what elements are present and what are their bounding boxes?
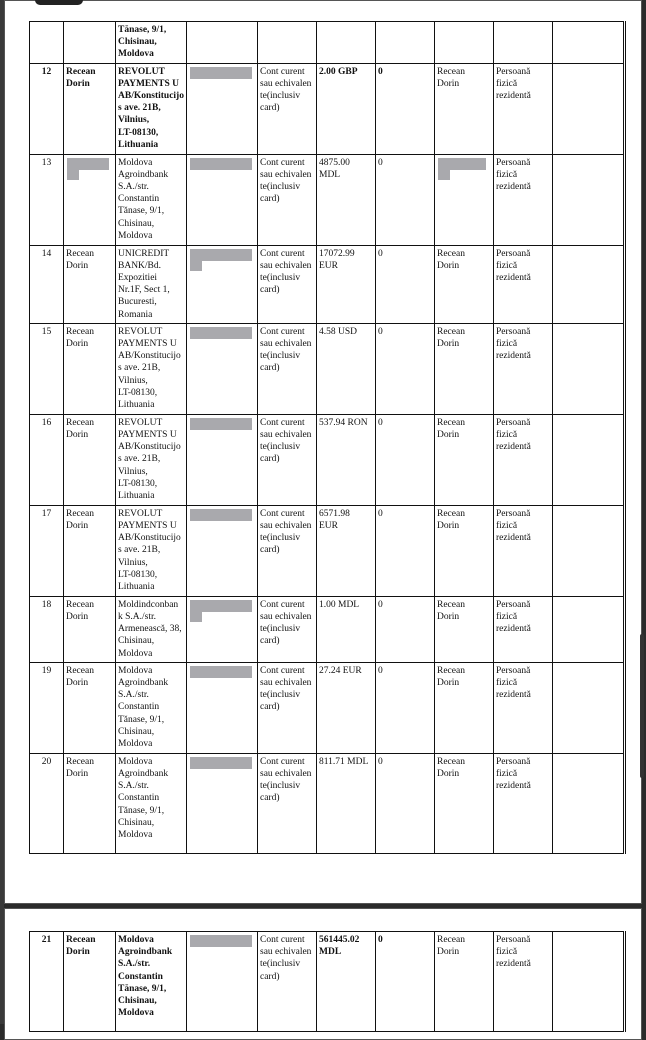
redacted-block <box>67 158 109 170</box>
balance-cell: 1.00 MDL <box>317 596 376 662</box>
bank-cell: REVOLUT PAYMENTS U AB/Konstitucijo s ave. 21B, Vilnius, LT-08130, Lithuania <box>116 323 187 414</box>
account-type-cell: Cont curent sau echivalen te(inclusiv card) <box>258 505 317 596</box>
status-cell: Persoană fizică rezidentă <box>494 753 553 853</box>
value-cell: 0 <box>376 414 435 505</box>
account-cell <box>187 662 258 753</box>
table-row <box>30 414 625 505</box>
bank-cell: Moldova Agroindbank S.A./str. Constantin Tănase, 9/1, Chisinau, Moldova <box>116 154 187 245</box>
table-row <box>30 245 625 323</box>
account-type-cell: Cont curent sau echivalen te(inclusiv card) <box>258 662 317 753</box>
bank-cell: Moldova Agroindbank S.A./str. Constantin Tănase, 9/1, Chisinau, Moldova <box>116 662 187 753</box>
empty-cell <box>553 932 625 1032</box>
status-cell: Persoană fizică rezidentă <box>494 63 553 154</box>
row-number-cell: 14 <box>30 245 64 323</box>
account-type-cell: Cont curent sau echivalen te(inclusiv card) <box>258 414 317 505</box>
value-cell: 0 <box>376 932 435 1032</box>
owner-cell: Recean Dorin <box>64 662 116 753</box>
status-cell: Persoană fizică rezidentă <box>494 932 553 1032</box>
account-type-cell: Cont curent sau echivalen te(inclusiv card) <box>258 245 317 323</box>
status-cell: Persoană fizică rezidentă <box>494 154 553 245</box>
bank-cell: Moldova Agroindbank S.A./str. Constantin Tănase, 9/1, Chisinau, Moldova <box>116 753 187 853</box>
account-cell <box>187 753 258 853</box>
status-cell: Persoană fizică rezidentă <box>494 323 553 414</box>
bank-accounts-table <box>29 21 626 854</box>
table-row <box>30 596 625 662</box>
scrollbar-thumb[interactable] <box>640 634 644 778</box>
owner-cell: Recean Dorin <box>64 596 116 662</box>
account-cell <box>187 323 258 414</box>
balance-cell: 537.94 RON <box>317 414 376 505</box>
account-cell <box>187 63 258 154</box>
holder-cell: Recean Dorin <box>435 596 494 662</box>
holder-cell: Recean Dorin <box>435 753 494 853</box>
redacted-block <box>67 170 79 180</box>
status-cell: Persoană fizică rezidentă <box>494 414 553 505</box>
empty-cell <box>553 154 625 245</box>
table-row <box>30 753 625 853</box>
account-cell <box>187 932 258 1032</box>
empty-cell <box>553 245 625 323</box>
account-type-cell: Cont curent sau echivalen te(inclusiv card) <box>258 154 317 245</box>
balance-cell: 811.71 MDL <box>317 753 376 853</box>
empty-cell <box>553 63 625 154</box>
redacted-block <box>190 158 252 170</box>
balance-cell: 4.58 USD <box>317 323 376 414</box>
owner-cell: Recean Dorin <box>64 414 116 505</box>
value-cell: 0 <box>376 245 435 323</box>
balance-cell: 2.00 GBP <box>317 63 376 154</box>
redacted-block <box>190 666 252 678</box>
table-row <box>30 505 625 596</box>
value-cell: 0 <box>376 154 435 245</box>
empty-cell <box>553 753 625 853</box>
account-type-cell: Cont curent sau echivalen te(inclusiv card) <box>258 753 317 853</box>
table-row <box>30 63 625 154</box>
redacted-block <box>438 158 486 170</box>
redacted-block <box>190 612 202 622</box>
bank-cell: REVOLUT PAYMENTS U AB/Konstitucijo s ave. 21B, Vilnius, LT-08130, Lithuania <box>116 505 187 596</box>
owner-cell: Recean Dorin <box>64 932 116 1032</box>
account-cell <box>187 505 258 596</box>
owner-cell: Recean Dorin <box>64 63 116 154</box>
empty-cell <box>553 662 625 753</box>
table-row <box>30 323 625 414</box>
balance-cell: 17072.99 EUR <box>317 245 376 323</box>
account-cell <box>187 154 258 245</box>
row-number-cell: 20 <box>30 753 64 853</box>
account-cell <box>187 245 258 323</box>
account-cell <box>187 414 258 505</box>
balance-cell: 4875.00 MDL <box>317 154 376 245</box>
owner-cell: Recean Dorin <box>64 323 116 414</box>
holder-cell: Recean Dorin <box>435 505 494 596</box>
row-number-cell: 15 <box>30 323 64 414</box>
bank-cell: REVOLUT PAYMENTS U AB/Konstitucijo s ave. 21B, Vilnius, LT-08130, Lithuania <box>116 63 187 154</box>
value-cell: 0 <box>376 505 435 596</box>
holder-cell: Recean Dorin <box>435 323 494 414</box>
redacted-block <box>190 327 252 339</box>
row-number-cell: 17 <box>30 505 64 596</box>
holder-cell: Recean Dorin <box>435 662 494 753</box>
redacted-block <box>190 509 252 521</box>
row-number-cell: 19 <box>30 662 64 753</box>
empty-cell <box>553 505 625 596</box>
bank-cell: Moldindconban k S.A./str. Armenească, 38, Chisinau, Moldova <box>116 596 187 662</box>
empty-cell <box>553 414 625 505</box>
account-type-cell: Cont curent sau echivalen te(inclusiv card) <box>258 63 317 154</box>
holder-cell: Recean Dorin <box>435 63 494 154</box>
redacted-block <box>438 170 450 180</box>
bank-cell: UNICREDIT BANK/Bd. Expozitiei Nr.1F, Sect 1, Bucuresti, Romania <box>116 245 187 323</box>
empty-cell <box>553 596 625 662</box>
account-cell <box>187 596 258 662</box>
row-number-cell: 18 <box>30 596 64 662</box>
row-number-cell: 12 <box>30 63 64 154</box>
holder-cell: Recean Dorin <box>435 414 494 505</box>
owner-cell <box>64 154 116 245</box>
balance-cell: 27.24 EUR <box>317 662 376 753</box>
status-cell: Persoană fizică rezidentă <box>494 596 553 662</box>
document-page-1 <box>4 0 642 904</box>
holder-cell <box>435 154 494 245</box>
value-cell: 0 <box>376 662 435 753</box>
bank-cell: REVOLUT PAYMENTS U AB/Konstitucijo s ave. 21B, Vilnius, LT-08130, Lithuania <box>116 414 187 505</box>
value-cell: 0 <box>376 596 435 662</box>
redacted-block <box>190 261 202 271</box>
value-cell: 0 <box>376 753 435 853</box>
value-cell: 0 <box>376 63 435 154</box>
redacted-block <box>190 757 252 769</box>
account-type-cell: Cont curent sau echivalen te(inclusiv card) <box>258 932 317 1032</box>
empty-cell <box>553 323 625 414</box>
account-type-cell: Cont curent sau echivalen te(inclusiv card) <box>258 323 317 414</box>
row-number-cell: 13 <box>30 154 64 245</box>
status-cell: Persoană fizică rezidentă <box>494 505 553 596</box>
table-row-partial <box>30 22 625 64</box>
bank-cell: Tănase, 9/1, Chisinau, Moldova <box>116 22 187 64</box>
value-cell: 0 <box>376 323 435 414</box>
account-type-cell: Cont curent sau echivalen te(inclusiv card) <box>258 596 317 662</box>
row-number-cell: 16 <box>30 414 64 505</box>
redacted-block <box>190 600 252 612</box>
owner-cell: Recean Dorin <box>64 505 116 596</box>
holder-cell: Recean Dorin <box>435 932 494 1032</box>
redacted-block <box>190 67 252 79</box>
document-page-2 <box>4 908 642 1040</box>
row-number-cell: 21 <box>30 932 64 1032</box>
holder-cell: Recean Dorin <box>435 245 494 323</box>
balance-cell: 561445.02 MDL <box>317 932 376 1032</box>
status-cell: Persoană fizică rezidentă <box>494 245 553 323</box>
status-cell: Persoană fizică rezidentă <box>494 662 553 753</box>
redacted-block <box>190 935 252 947</box>
owner-cell: Recean Dorin <box>64 245 116 323</box>
redacted-block <box>190 249 252 261</box>
page-top-tab <box>35 0 83 5</box>
table-row <box>30 932 625 1032</box>
bank-cell: Moldova Agroindbank S.A./str. Constantin Tănase, 9/1, Chisinau, Moldova <box>116 932 187 1032</box>
balance-cell: 6571.98 EUR <box>317 505 376 596</box>
bank-accounts-table-page-2 <box>29 931 626 1032</box>
owner-cell: Recean Dorin <box>64 753 116 853</box>
redacted-block <box>190 418 252 430</box>
table-row <box>30 154 625 245</box>
table-row <box>30 662 625 753</box>
